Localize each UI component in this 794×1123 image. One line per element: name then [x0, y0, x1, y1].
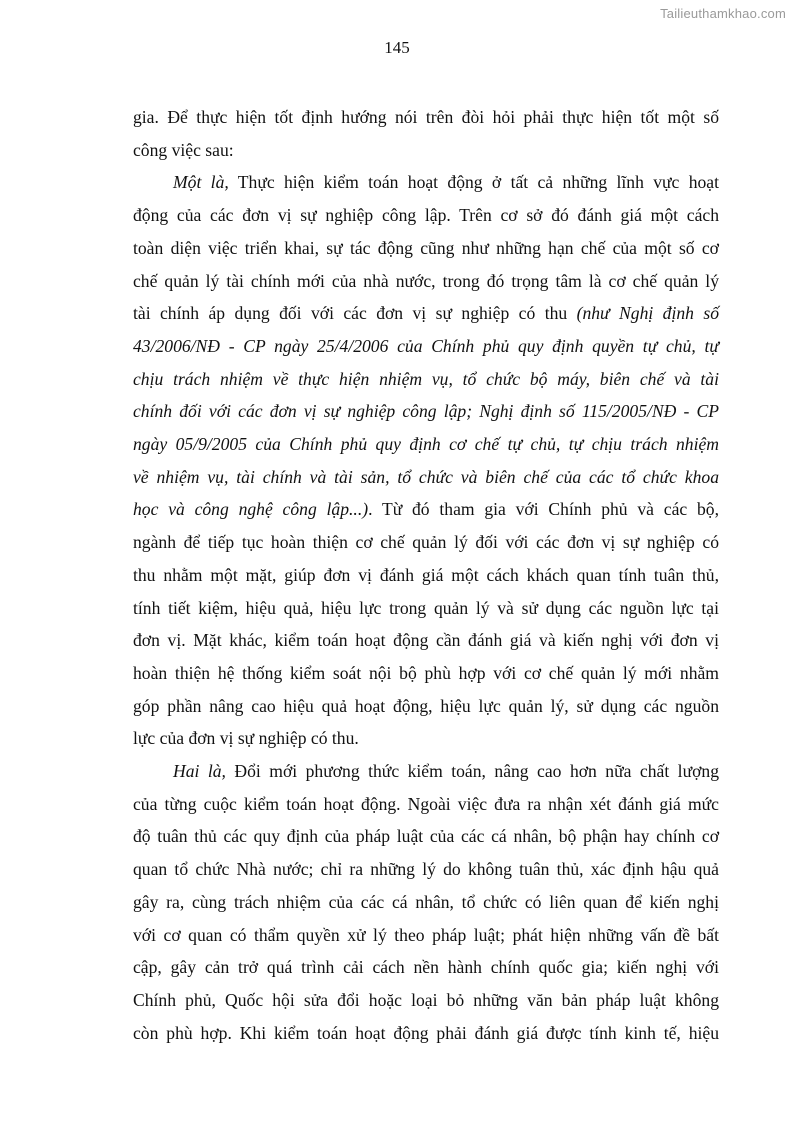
text-line	[133, 106, 719, 128]
text-line	[133, 858, 719, 880]
text-segment: góp phần nâng cao hiệu quả hoạt động, hiệu lực quản lý, sử dụng các nguồn	[133, 695, 719, 716]
text-line	[133, 760, 719, 782]
text-segment: . Từ đó tham gia với Chính phủ và các bộ,	[368, 499, 719, 520]
text-segment: ngành để tiếp tục hoàn thiện cơ chế quản lý đối với các đơn vị sự nghiệp có	[133, 532, 719, 553]
text-segment: độ tuân thủ các quy định của pháp luật của các cá nhân, bộ phận hay chính cơ	[133, 826, 719, 847]
text-segment: chế quản lý tài chính mới của nhà nước, trong đó trọng tâm là cơ chế quản lý	[133, 270, 719, 291]
text-line	[133, 564, 719, 586]
text-line	[133, 237, 719, 259]
italic-text: Hai là,	[173, 761, 226, 781]
watermark: Tailieuthamkhao.com	[660, 6, 786, 21]
text-line	[133, 171, 719, 193]
text-line	[133, 400, 719, 422]
text-segment: gia. Để thực hiện tốt định hướng nói trên đòi hỏi phải thực hiện tốt một số	[133, 107, 719, 127]
italic-text: (như Nghị định số	[576, 303, 720, 324]
text-line	[133, 270, 719, 292]
text-segment: quan tổ chức Nhà nước; chỉ ra những lý do không tuân thủ, xác định hậu quả	[133, 859, 719, 880]
italic-text: chính đối với các đơn vị sự nghiệp công lập; Nghị định số 115/2005/NĐ - CP	[133, 401, 719, 422]
text-segment: Đổi mới phương thức kiểm toán, nâng cao hơn nữa chất lượng	[225, 761, 719, 781]
text-line	[133, 989, 719, 1011]
text-segment: thu nhằm một mặt, giúp đơn vị đánh giá một cách khách quan tính tuân thủ,	[133, 564, 719, 585]
text-line	[133, 891, 719, 913]
text-line	[133, 204, 719, 226]
text-line	[133, 695, 719, 717]
italic-text: ngày 05/9/2005 của Chính phủ quy định cơ chế tự chủ, tự chịu trách nhiệm	[133, 434, 719, 454]
italic-text: học và công nghệ công lập...)	[133, 499, 369, 520]
text-line	[133, 727, 719, 749]
text-segment: Chính phủ, Quốc hội sửa đổi hoặc loại bỏ những văn bản pháp luật không	[133, 989, 719, 1010]
italic-text: 43/2006/NĐ - CP ngày 25/4/2006 của Chính phủ quy định quyền tự chủ, tự	[133, 335, 719, 356]
text-segment: công việc sau:	[133, 139, 234, 160]
text-line	[133, 924, 719, 946]
text-line	[133, 139, 719, 161]
text-line	[133, 662, 719, 684]
text-segment: còn phù hợp. Khi kiểm toán hoạt động phải đánh giá được tính kinh tế, hiệu	[133, 1022, 719, 1043]
text-segment: tính tiết kiệm, hiệu quả, hiệu lực trong quản lý và sử dụng các nguồn lực tại	[133, 597, 719, 618]
text-segment: lực của đơn vị sự nghiệp có thu.	[133, 728, 359, 749]
text-segment: toàn diện việc triển khai, sự tác động cũng như những hạn chế của một số cơ	[133, 237, 719, 258]
text-segment: Thực hiện kiểm toán hoạt động ở tất cả những lĩnh vực hoạt	[228, 172, 719, 193]
text-segment: gây ra, cùng trách nhiệm của các cá nhân, tổ chức có liên quan để kiến nghị	[133, 891, 719, 912]
italic-text: Một là,	[173, 172, 229, 193]
text-line	[133, 956, 719, 978]
italic-text: về nhiệm vụ, tài chính và tài sản, tổ chức và biên chế của các tổ chức khoa	[133, 466, 719, 487]
text-line	[133, 597, 719, 619]
text-line	[133, 793, 719, 815]
text-line	[133, 368, 719, 390]
text-line	[133, 1022, 719, 1044]
text-segment: của từng cuộc kiểm toán hoạt động. Ngoài việc đưa ra nhận xét đánh giá mức	[133, 793, 719, 814]
text-segment: động của các đơn vị sự nghiệp công lập. Trên cơ sở đó đánh giá một cách	[133, 205, 719, 226]
text-line	[133, 531, 719, 553]
text-line	[133, 335, 719, 357]
text-segment: hoàn thiện hệ thống kiểm soát nội bộ phù hợp với cơ chế quản lý mới nhằm	[133, 662, 719, 683]
text-line	[133, 629, 719, 651]
text-line	[133, 466, 719, 488]
text-line	[133, 433, 719, 455]
italic-text: chịu trách nhiệm về thực hiện nhiệm vụ, tổ chức bộ máy, biên chế và tài	[133, 368, 719, 389]
text-segment: cập, gây cản trở quá trình cải cách nền hành chính quốc gia; kiến nghị với	[133, 957, 719, 978]
page-number: 145	[384, 38, 410, 57]
text-line	[133, 498, 719, 520]
text-segment: đơn vị. Mặt khác, kiểm toán hoạt động cần đánh giá và kiến nghị với đơn vị	[133, 630, 719, 651]
text-segment: tài chính áp dụng đối với các đơn vị sự nghiệp có thu	[133, 303, 577, 324]
text-line	[133, 302, 719, 324]
text-line	[133, 825, 719, 847]
text-segment: với cơ quan có thẩm quyền xử lý theo pháp luật; phát hiện những vấn đề bất	[133, 924, 719, 945]
